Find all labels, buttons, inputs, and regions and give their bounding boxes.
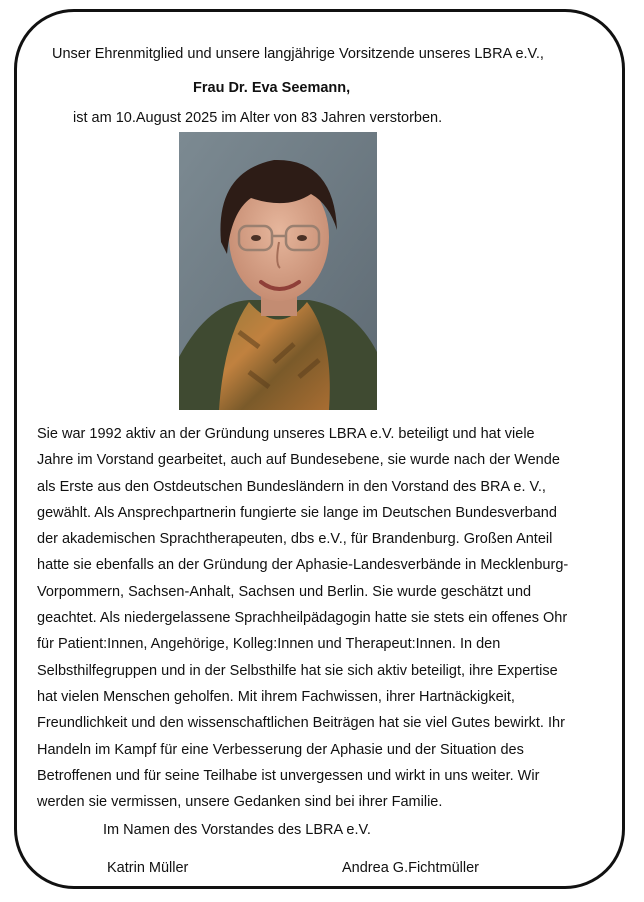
tribute-line: werden sie vermissen, unsere Gedanken sind bei ihrer Familie. xyxy=(37,794,443,811)
tribute-line: Vorpommern, Sachsen-Anhalt, Sachsen und Berlin. Sie wurde geschätzt und xyxy=(37,583,532,600)
tribute-line: Handeln im Kampf für eine Verbesserung der Aphasie und der Situation des xyxy=(37,741,524,758)
tribute-line: für Patient:Innen, Angehörige, Kolleg:Innen und Therapeut:Innen. In den xyxy=(37,636,501,653)
tribute-line: hat vielen Menschen geholfen. Mit ihrem Fachwissen, ihrer Hartnäckigkeit, xyxy=(37,688,515,705)
death-announcement: ist am 10.August 2025 im Alter von 83 Jahren verstorben. xyxy=(73,110,443,126)
signer-name: Andrea G.Fichtmüller xyxy=(342,860,479,876)
tribute-line: Betroffenen und für seine Teilhabe ist unvergessen und wirkt in uns weiter. Wir xyxy=(37,767,540,784)
deceased-name: Frau Dr. Eva Seemann, xyxy=(193,80,351,96)
intro-line: Unser Ehrenmitglied und unsere langjährige Vorsitzende unseres LBRA e.V., xyxy=(52,46,544,62)
on-behalf-line: Im Namen des Vorstandes des LBRA e.V. xyxy=(103,822,371,838)
signer-name: Katrin Müller xyxy=(107,860,189,876)
tribute-text xyxy=(37,421,612,815)
tribute-line: Sie war 1992 aktiv an der Gründung unseres LBRA e.V. beteiligt und hat viele xyxy=(37,426,535,442)
portrait-photo xyxy=(179,132,377,410)
tribute-line: geachtet. Als niedergelassene Sprachheilpädagogin hatte sie stets ein offenes Ohr xyxy=(37,610,568,627)
tribute-line: gewählt. Als Ansprechpartnerin fungierte sie lange im Deutschen Bundesverband xyxy=(37,504,557,521)
tribute-line: der akademischen Sprachtherapeuten, dbs e.V., für Brandenburg. Großen Anteil xyxy=(37,531,553,548)
tribute-line: Jahre im Vorstand gearbeitet, auch auf Bundesebene, sie wurde nach der Wende xyxy=(37,452,560,469)
tribute-line: als Erste aus den Ostdeutschen Bundesländern in den Vorstand des BRA e. V., xyxy=(37,478,546,495)
tribute-line: Freundlichkeit und den wissenschaftlichen Beiträgen hat sie viel Gutes bewirkt. Ihr xyxy=(37,715,565,732)
tribute-line: Selbsthilfegruppen und in der Selbsthilfe hat sie sich aktiv beteiligt, ihre Expertise xyxy=(37,662,558,679)
tribute-line: hatte sie ebenfalls an der Gründung der Aphasie-Landesverbände in Mecklenburg- xyxy=(37,557,569,574)
